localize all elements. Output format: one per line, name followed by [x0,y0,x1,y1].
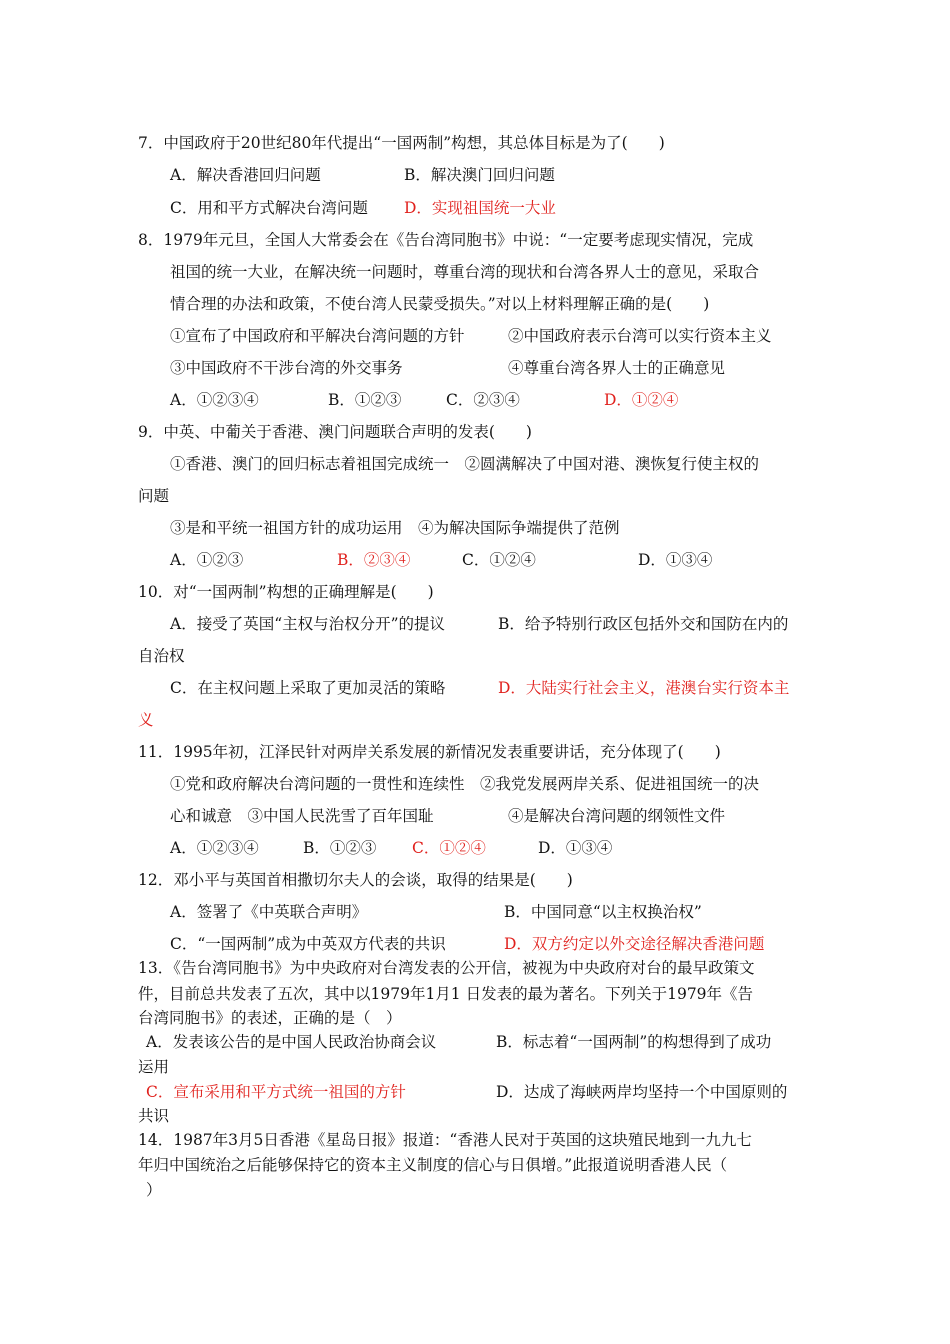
q8-option-b: B．①②③ [328,391,402,409]
q13-stem-line3: 台湾同胞书》的表述，正确的是（ ） [138,1009,402,1027]
q8-stem-line2: 祖国的统一大业，在解决统一问题时，尊重台湾的现状和台湾各界人士的意见，采取合 [170,263,760,281]
q14-stem-line1: 14．1987年3月5日香港《星岛日报》报道：“香港人民对于英国的这块殖民地到一九九七 [138,1131,752,1149]
q10-option-c: C．在主权问题上采取了更加灵活的策略 [170,679,446,697]
q7-option-a: A．解决香港回归问题 [170,166,321,184]
q8-stem-line3: 情合理的办法和政策，不使台湾人民蒙受损失。”对以上材料理解正确的是( ) [170,295,710,313]
q11-option-a: A．①②③④ [170,839,259,857]
q12-option-b: B．中国同意“以主权换治权” [504,903,702,921]
q13-option-d-wrap: 共识 [138,1107,170,1125]
q11-option-d: D．①③④ [538,839,613,857]
q11-statement-1-2: ①党和政府解决台湾问题的一贯性和连续性 ②我党发展两岸关系、促进祖国统一的决 [170,775,760,793]
q12-option-c: C．“一国两制”成为中英双方代表的共识 [170,935,446,953]
q11-option-c-answer: C．①②④ [412,839,486,857]
q7-stem: 7．中国政府于20世纪80年代提出“一国两制”构想，其总体目标是为了( ) [138,134,665,152]
q8-option-a: A．①②③④ [170,391,259,409]
q8-stem-line1: 8．1979年元旦，全国人大常委会在《告台湾同胞书》中说：“一定要考虑现实情况，完成 [138,231,754,249]
q7-option-b: B．解决澳门回归问题 [404,166,555,184]
q13-option-b: B．标志着“一国两制”的构想得到了成功 [496,1033,772,1051]
q13-option-b-wrap: 运用 [138,1058,170,1076]
q13-stem-line2: 件，目前总共发表了五次，其中以1979年1月1 日发表的最为著名。下列关于1979年《告 [138,985,754,1003]
q12-option-d-answer: D．双方约定以外交途径解决香港问题 [504,935,765,953]
q11-option-b: B．①②③ [303,839,377,857]
q9-option-c: C．①②④ [462,551,536,569]
q10-stem: 10．对“一国两制”构想的正确理解是( ) [138,583,434,601]
q9-statement-1-2: ①香港、澳门的回归标志着祖国完成统一 ②圆满解决了中国对港、澳恢复行使主权的 [170,455,760,473]
q10-option-d-wrap: 义 [138,711,154,729]
q8-statement-4: ④尊重台湾各界人士的正确意见 [508,359,726,377]
q11-statement-2-3: 心和诚意 ③中国人民洗雪了百年国耻 [170,807,434,825]
q8-statement-3: ③中国政府不干涉台湾的外交事务 [170,359,403,377]
q13-option-a: A．发表该公告的是中国人民政治协商会议 [146,1033,437,1051]
q9-statement-wrap: 问题 [138,487,170,505]
q10-option-a: A．接受了英国“主权与治权分开”的提议 [170,615,446,633]
q7-option-c: C．用和平方式解决台湾问题 [170,199,368,217]
q13-option-d: D．达成了海峡两岸均坚持一个中国原则的 [496,1083,788,1101]
q8-statement-1: ①宣布了中国政府和平解决台湾问题的方针 [170,327,465,345]
q9-stem: 9．中英、中葡关于香港、澳门问题联合声明的发表( ) [138,423,532,441]
q13-option-c-answer: C．宣布采用和平方式统一祖国的方针 [146,1083,406,1101]
q11-stem: 11．1995年初，江泽民针对两岸关系发展的新情况发表重要讲话，充分体现了( ) [138,743,721,761]
q9-statement-3-4: ③是和平统一祖国方针的成功运用 ④为解决国际争端提供了范例 [170,519,620,537]
q12-option-a: A．签署了《中英联合声明》 [170,903,368,921]
q9-option-d: D．①③④ [638,551,713,569]
q11-statement-4: ④是解决台湾问题的纲领性文件 [508,807,726,825]
q9-option-a: A．①②③ [170,551,244,569]
q12-stem: 12．邓小平与英国首相撒切尔夫人的会谈，取得的结果是( ) [138,871,573,889]
q8-option-d-answer: D．①②④ [604,391,679,409]
q13-stem-line1: 13．《告台湾同胞书》为中央政府对台湾发表的公开信，被视为中央政府对台的最早政策文 [138,959,755,977]
q10-option-b: B．给予特别行政区包括外交和国防在内的 [498,615,789,633]
q9-option-b-answer: B．②③④ [337,551,411,569]
q8-option-c: C．②③④ [446,391,520,409]
q10-option-b-wrap: 自治权 [138,647,185,665]
q7-option-d-answer: D．实现祖国统一大业 [404,199,556,217]
q8-statement-2: ②中国政府表示台湾可以实行资本主义 [508,327,772,345]
q10-option-d-answer: D．大陆实行社会主义，港澳台实行资本主 [498,679,790,697]
q14-stem-line2: 年归中国统治之后能够保持它的资本主义制度的信心与日俱增。”此报道说明香港人民（ [138,1156,728,1174]
q14-stem-line3: ） [146,1181,162,1199]
